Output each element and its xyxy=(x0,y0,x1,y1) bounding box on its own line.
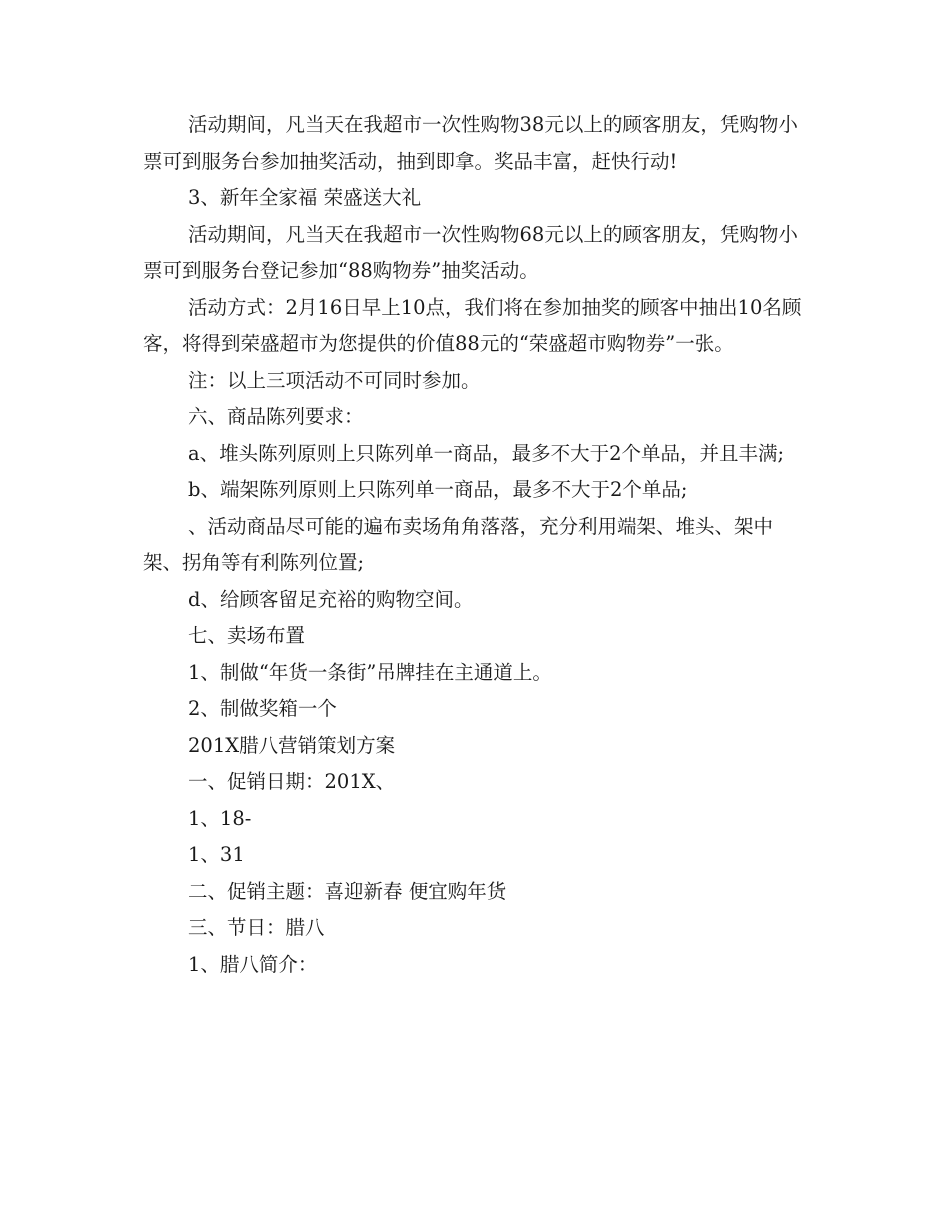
paragraph: 1、制做“年货一条街”吊牌挂在主通道上。 xyxy=(188,660,552,684)
section-heading: 六、商品陈列要求： xyxy=(188,405,364,428)
section-heading: 七、卖场布置 xyxy=(188,624,306,647)
paragraph: 活动期间，凡当天在我超市一次性购物38元以上的顾客朋友，凭购物小票可到服务台参加抽奖活动，抽到即拿。奖品丰富，赶快行动! xyxy=(143,113,798,173)
paragraph: 活动方式：2月16日早上10点，我们将在参加抽奖的顾客中抽出10名顾客，将得到荣盛超市为您提供的价值88元的“荣盛超市购物券”一张。 xyxy=(143,295,802,355)
document-body xyxy=(143,107,808,983)
paragraph: 活动期间，凡当天在我超市一次性购物68元以上的顾客朋友，凭购物小票可到服务台登记参加“88购物券”抽奖活动。 xyxy=(143,222,798,282)
paragraph: a、堆头陈列原则上只陈列单一商品，最多不大于2个单品，并且丰满; xyxy=(188,441,785,465)
paragraph: 1、腊八简介： xyxy=(188,952,318,976)
section-heading: 三、节日：腊八 xyxy=(188,916,325,939)
paragraph: 3、新年全家福 荣盛送大礼 xyxy=(188,186,422,209)
section-heading: 一、促销日期：201X、 xyxy=(188,770,396,793)
paragraph: b、端架陈列原则上只陈列单一商品，最多不大于2个单品; xyxy=(188,478,688,501)
paragraph: 1、31 xyxy=(188,843,245,866)
document-subtitle: 201X腊八营销策划方案 xyxy=(188,733,396,757)
paragraph: 2、制做奖箱一个 xyxy=(188,697,337,720)
paragraph: 注：以上三项活动不可同时参加。 xyxy=(188,368,481,392)
paragraph: 、活动商品尽可能的遍布卖场角角落落，充分利用端架、堆头、架中架、拐角等有利陈列位置; xyxy=(143,514,774,574)
paragraph: 1、18- xyxy=(188,806,252,830)
paragraph: d、给顾客留足充裕的购物空间。 xyxy=(188,587,474,611)
section-heading: 二、促销主题：喜迎新春 便宜购年货 xyxy=(188,879,507,903)
